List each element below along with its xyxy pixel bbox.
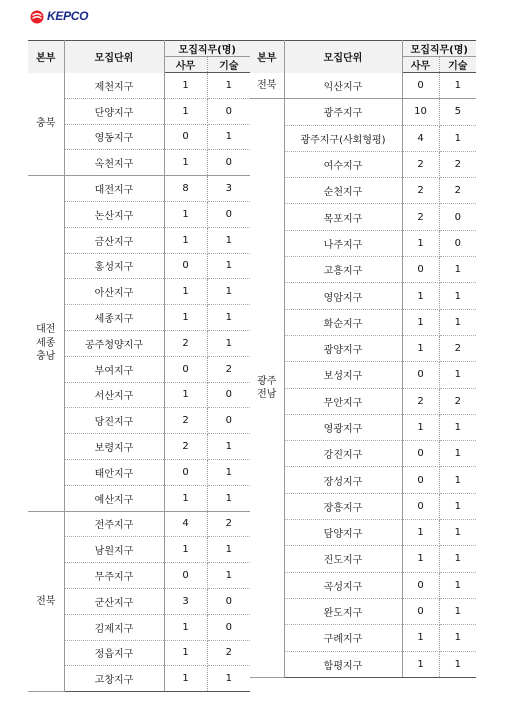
kepco-logo-mark bbox=[30, 9, 44, 23]
table-row bbox=[28, 176, 250, 202]
table-row bbox=[250, 309, 476, 335]
tech-count-cell: 0 bbox=[207, 98, 250, 124]
table-row bbox=[250, 572, 476, 598]
tech-count-cell: 1 bbox=[207, 563, 250, 589]
unit-cell: 곡성지구 bbox=[284, 572, 402, 598]
unit-cell: 보령지구 bbox=[64, 434, 164, 460]
unit-cell: 홍성지구 bbox=[64, 253, 164, 279]
hq-label: 전북 bbox=[257, 79, 277, 91]
office-count-cell: 2 bbox=[164, 330, 207, 356]
tech-count-cell: 0 bbox=[439, 204, 476, 230]
unit-cell: 아산지구 bbox=[64, 279, 164, 305]
unit-cell: 옥천지구 bbox=[64, 150, 164, 176]
unit-cell: 광주지구 bbox=[284, 99, 402, 125]
table-row bbox=[250, 520, 476, 546]
tech-count-cell: 0 bbox=[207, 201, 250, 227]
tech-count-cell: 1 bbox=[439, 441, 476, 467]
unit-cell: 여수지구 bbox=[284, 151, 402, 177]
unit-cell: 정읍지구 bbox=[64, 640, 164, 666]
tech-count-cell: 2 bbox=[439, 151, 476, 177]
office-count-cell: 0 bbox=[164, 563, 207, 589]
hq-cell bbox=[28, 176, 64, 511]
tech-count-cell: 1 bbox=[207, 227, 250, 253]
tech-count-cell: 1 bbox=[439, 520, 476, 546]
office-count-cell: 0 bbox=[164, 124, 207, 150]
tech-count-cell: 1 bbox=[439, 493, 476, 519]
unit-cell: 남원지구 bbox=[64, 537, 164, 563]
unit-cell: 함평지구 bbox=[284, 651, 402, 677]
tech-count-cell: 1 bbox=[439, 598, 476, 624]
header-office: 사무 bbox=[402, 57, 439, 73]
office-count-cell: 2 bbox=[402, 388, 439, 414]
tech-count-cell: 0 bbox=[207, 382, 250, 408]
tech-count-cell: 2 bbox=[207, 356, 250, 382]
office-count-cell: 2 bbox=[402, 204, 439, 230]
office-count-cell: 4 bbox=[164, 511, 207, 537]
office-count-cell: 8 bbox=[164, 176, 207, 202]
table-row bbox=[250, 441, 476, 467]
unit-cell: 논산지구 bbox=[64, 201, 164, 227]
table-row bbox=[250, 493, 476, 519]
tech-count-cell: 0 bbox=[207, 150, 250, 176]
office-count-cell: 0 bbox=[164, 253, 207, 279]
header-hq: 본부 bbox=[250, 41, 284, 73]
table-row bbox=[250, 388, 476, 414]
office-count-cell: 0 bbox=[164, 459, 207, 485]
kepco-logo bbox=[30, 8, 88, 24]
hq-cell bbox=[250, 99, 284, 678]
tech-count-cell: 2 bbox=[439, 178, 476, 204]
tech-count-cell: 1 bbox=[439, 309, 476, 335]
unit-cell: 군산지구 bbox=[64, 588, 164, 614]
office-count-cell: 0 bbox=[402, 73, 439, 99]
hq-cell bbox=[28, 511, 64, 692]
hq-cell bbox=[28, 73, 64, 176]
header-hq: 본부 bbox=[28, 41, 64, 73]
unit-cell: 강진지구 bbox=[284, 441, 402, 467]
tech-count-cell: 1 bbox=[439, 125, 476, 151]
table-row bbox=[250, 151, 476, 177]
tech-count-cell: 1 bbox=[439, 414, 476, 440]
unit-cell: 화순지구 bbox=[284, 309, 402, 335]
tech-count-cell: 1 bbox=[439, 625, 476, 651]
table-row bbox=[250, 651, 476, 677]
office-count-cell: 1 bbox=[164, 201, 207, 227]
office-count-cell: 0 bbox=[402, 572, 439, 598]
unit-cell: 장성지구 bbox=[284, 467, 402, 493]
unit-cell: 영암지구 bbox=[284, 283, 402, 309]
tech-count-cell: 2 bbox=[207, 640, 250, 666]
tech-count-cell: 5 bbox=[439, 99, 476, 125]
tech-count-cell: 1 bbox=[439, 546, 476, 572]
table-row bbox=[28, 511, 250, 537]
office-count-cell: 1 bbox=[402, 283, 439, 309]
unit-cell: 구례지구 bbox=[284, 625, 402, 651]
table-row bbox=[250, 230, 476, 256]
office-count-cell: 1 bbox=[402, 520, 439, 546]
office-count-cell: 3 bbox=[164, 588, 207, 614]
recruitment-table-left bbox=[28, 40, 250, 692]
tech-count-cell: 1 bbox=[439, 651, 476, 677]
unit-cell: 단양지구 bbox=[64, 98, 164, 124]
unit-cell: 세종지구 bbox=[64, 305, 164, 331]
office-count-cell: 1 bbox=[402, 230, 439, 256]
table-row bbox=[250, 467, 476, 493]
unit-cell: 광주지구(사회형평) bbox=[284, 125, 402, 151]
office-count-cell: 1 bbox=[164, 98, 207, 124]
office-count-cell: 2 bbox=[164, 434, 207, 460]
unit-cell: 무주지구 bbox=[64, 563, 164, 589]
tech-count-cell: 0 bbox=[207, 408, 250, 434]
tech-count-cell: 1 bbox=[207, 124, 250, 150]
table-row bbox=[250, 99, 476, 125]
table-row bbox=[250, 125, 476, 151]
tech-count-cell: 1 bbox=[439, 467, 476, 493]
tech-count-cell: 1 bbox=[207, 253, 250, 279]
tech-count-cell: 2 bbox=[439, 388, 476, 414]
unit-cell: 고창지구 bbox=[64, 666, 164, 692]
header-positions: 모집직무(명) bbox=[164, 41, 250, 57]
tech-count-cell: 2 bbox=[207, 511, 250, 537]
office-count-cell: 1 bbox=[402, 309, 439, 335]
tech-count-cell: 1 bbox=[439, 73, 476, 99]
unit-cell: 무안지구 bbox=[284, 388, 402, 414]
office-count-cell: 0 bbox=[402, 598, 439, 624]
unit-cell: 목포지구 bbox=[284, 204, 402, 230]
tech-count-cell: 1 bbox=[439, 283, 476, 309]
hq-label: 전북 bbox=[36, 595, 56, 607]
header-unit: 모집단위 bbox=[284, 41, 402, 73]
unit-cell: 영동지구 bbox=[64, 124, 164, 150]
unit-cell: 태안지구 bbox=[64, 459, 164, 485]
office-count-cell: 1 bbox=[402, 651, 439, 677]
hq-label: 광주 전남 bbox=[257, 375, 277, 401]
table-row bbox=[250, 414, 476, 440]
office-count-cell: 1 bbox=[164, 279, 207, 305]
table-row bbox=[250, 625, 476, 651]
table-row bbox=[250, 598, 476, 624]
office-count-cell: 0 bbox=[402, 257, 439, 283]
office-count-cell: 1 bbox=[402, 335, 439, 361]
unit-cell: 고흥지구 bbox=[284, 257, 402, 283]
unit-cell: 부여지구 bbox=[64, 356, 164, 382]
office-count-cell: 1 bbox=[402, 546, 439, 572]
table-row bbox=[250, 178, 476, 204]
header-office: 사무 bbox=[164, 57, 207, 73]
office-count-cell: 0 bbox=[164, 356, 207, 382]
table-row bbox=[250, 204, 476, 230]
header-tech: 기술 bbox=[439, 57, 476, 73]
unit-cell: 공주청양지구 bbox=[64, 330, 164, 356]
tech-count-cell: 1 bbox=[207, 73, 250, 99]
tech-count-cell: 1 bbox=[439, 257, 476, 283]
office-count-cell: 2 bbox=[402, 151, 439, 177]
table-row bbox=[250, 73, 476, 99]
table-row bbox=[28, 73, 250, 99]
unit-cell: 당진지구 bbox=[64, 408, 164, 434]
office-count-cell: 1 bbox=[164, 537, 207, 563]
unit-cell: 나주지구 bbox=[284, 230, 402, 256]
tech-count-cell: 1 bbox=[439, 572, 476, 598]
unit-cell: 담양지구 bbox=[284, 520, 402, 546]
table-row bbox=[250, 362, 476, 388]
office-count-cell: 1 bbox=[164, 485, 207, 511]
recruitment-table-right bbox=[250, 40, 476, 678]
unit-cell: 금산지구 bbox=[64, 227, 164, 253]
tech-count-cell: 0 bbox=[439, 230, 476, 256]
office-count-cell: 0 bbox=[402, 467, 439, 493]
tech-count-cell: 1 bbox=[439, 362, 476, 388]
unit-cell: 장흥지구 bbox=[284, 493, 402, 519]
unit-cell: 대전지구 bbox=[64, 176, 164, 202]
office-count-cell: 1 bbox=[164, 666, 207, 692]
office-count-cell: 1 bbox=[164, 640, 207, 666]
unit-cell: 예산지구 bbox=[64, 485, 164, 511]
tech-count-cell: 1 bbox=[207, 330, 250, 356]
tech-count-cell: 1 bbox=[207, 434, 250, 460]
unit-cell: 영광지구 bbox=[284, 414, 402, 440]
table-row bbox=[250, 283, 476, 309]
header-unit: 모집단위 bbox=[64, 41, 164, 73]
office-count-cell: 1 bbox=[164, 150, 207, 176]
table-row bbox=[250, 257, 476, 283]
unit-cell: 순천지구 bbox=[284, 178, 402, 204]
header-positions: 모집직무(명) bbox=[402, 41, 476, 57]
kepco-logo-text: KEPCO bbox=[47, 9, 89, 23]
tech-count-cell: 1 bbox=[207, 537, 250, 563]
tech-count-cell: 1 bbox=[207, 305, 250, 331]
office-count-cell: 1 bbox=[164, 73, 207, 99]
office-count-cell: 2 bbox=[402, 178, 439, 204]
tech-count-cell: 0 bbox=[207, 588, 250, 614]
office-count-cell: 4 bbox=[402, 125, 439, 151]
office-count-cell: 1 bbox=[164, 305, 207, 331]
hq-cell bbox=[250, 73, 284, 99]
unit-cell: 서산지구 bbox=[64, 382, 164, 408]
unit-cell: 광양지구 bbox=[284, 335, 402, 361]
office-count-cell: 1 bbox=[164, 227, 207, 253]
unit-cell: 익산지구 bbox=[284, 73, 402, 99]
unit-cell: 김제지구 bbox=[64, 614, 164, 640]
table-row bbox=[250, 546, 476, 572]
office-count-cell: 1 bbox=[164, 614, 207, 640]
office-count-cell: 1 bbox=[164, 382, 207, 408]
tech-count-cell: 1 bbox=[207, 279, 250, 305]
unit-cell: 전주지구 bbox=[64, 511, 164, 537]
unit-cell: 제천지구 bbox=[64, 73, 164, 99]
hq-label: 대전 세종 충남 bbox=[36, 324, 56, 363]
office-count-cell: 1 bbox=[402, 625, 439, 651]
office-count-cell: 1 bbox=[402, 414, 439, 440]
table-row bbox=[250, 335, 476, 361]
office-count-cell: 10 bbox=[402, 99, 439, 125]
tech-count-cell: 2 bbox=[439, 335, 476, 361]
header-tech: 기술 bbox=[207, 57, 250, 73]
unit-cell: 진도지구 bbox=[284, 546, 402, 572]
tech-count-cell: 1 bbox=[207, 485, 250, 511]
hq-label: 충북 bbox=[36, 118, 56, 130]
office-count-cell: 0 bbox=[402, 493, 439, 519]
tech-count-cell: 1 bbox=[207, 459, 250, 485]
tech-count-cell: 1 bbox=[207, 666, 250, 692]
tech-count-cell: 3 bbox=[207, 176, 250, 202]
office-count-cell: 2 bbox=[164, 408, 207, 434]
office-count-cell: 0 bbox=[402, 441, 439, 467]
unit-cell: 완도지구 bbox=[284, 598, 402, 624]
tech-count-cell: 0 bbox=[207, 614, 250, 640]
office-count-cell: 0 bbox=[402, 362, 439, 388]
unit-cell: 보성지구 bbox=[284, 362, 402, 388]
